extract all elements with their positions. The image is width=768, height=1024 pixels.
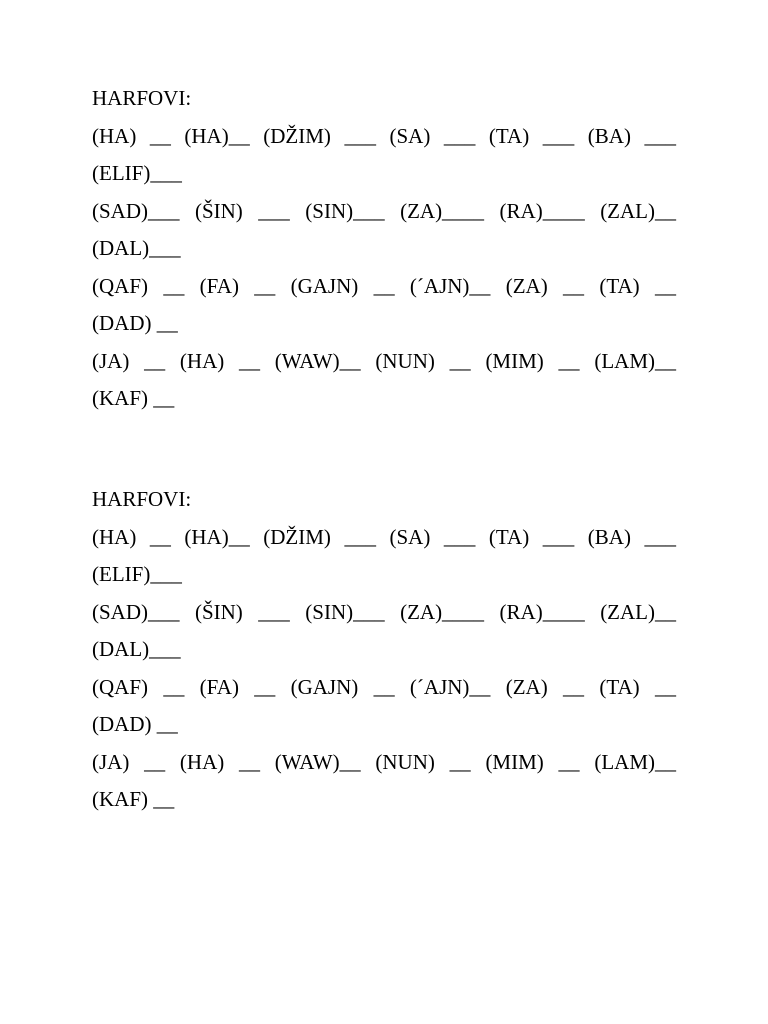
letters-line-7: (JA) __ (HA) __ (WAW)__ (NUN) __ (MIM) __ (LAM)__ — [92, 348, 676, 373]
section-heading: HARFOVI: — [92, 487, 192, 511]
letters-line-6: (DAD) __ — [92, 712, 178, 736]
letters-line-8: (KAF) __ — [92, 386, 175, 410]
letters-section-2 — [92, 481, 676, 819]
letters-line-4: (DAL)___ — [92, 236, 181, 260]
letters-line-4: (DAL)___ — [92, 637, 181, 661]
letters-line-7: (JA) __ (HA) __ (WAW)__ (NUN) __ (MIM) __ (LAM)__ — [92, 749, 676, 774]
section-heading: HARFOVI: — [92, 86, 192, 110]
letters-line-1: (HA) __ (HA)__ (DŽIM) ___ (SA) ___ (TA) ___ (BA) ___ — [92, 524, 676, 549]
letters-line-1: (HA) __ (HA)__ (DŽIM) ___ (SA) ___ (TA) ___ (BA) ___ — [92, 123, 676, 148]
letters-line-8: (KAF) __ — [92, 787, 175, 811]
letters-line-3: (SAD)___ (ŠIN) ___ (SIN)___ (ZA)____ (RA)____ (ZAL)__ — [92, 198, 676, 223]
letters-line-2: (ELIF)___ — [92, 562, 182, 586]
letters-line-2: (ELIF)___ — [92, 161, 182, 185]
letters-line-5: (QAF) __ (FA) __ (GAJN) __ (´AJN)__ (ZA) __ (TA) __ — [92, 674, 676, 699]
letters-line-6: (DAD) __ — [92, 311, 178, 335]
letters-line-5: (QAF) __ (FA) __ (GAJN) __ (´AJN)__ (ZA) __ (TA) __ — [92, 273, 676, 298]
letters-line-3: (SAD)___ (ŠIN) ___ (SIN)___ (ZA)____ (RA)____ (ZAL)__ — [92, 599, 676, 624]
letters-section-1 — [92, 80, 676, 418]
